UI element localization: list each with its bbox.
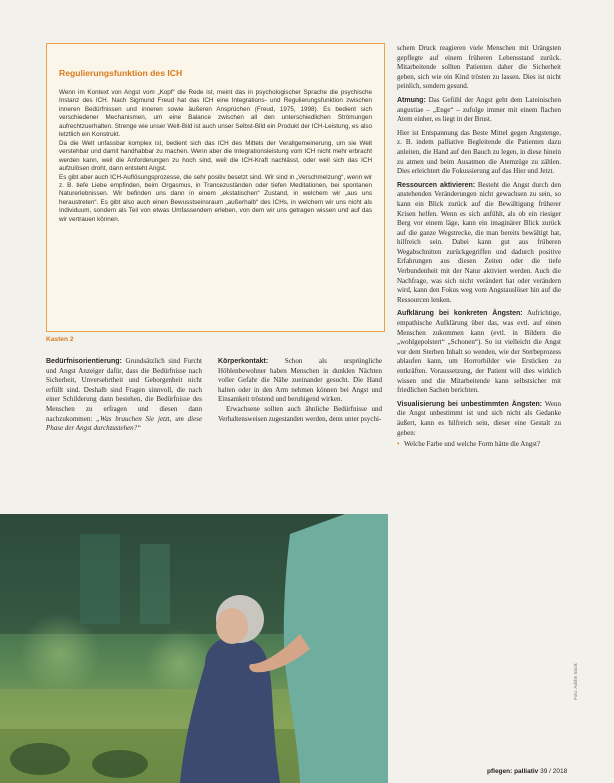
text-column-3: [397, 44, 561, 450]
bullet-item: • Welche Farbe und welche Form hätte die Angst?: [397, 440, 561, 450]
paragraph-text: Besteht die Angst durch den anstehenden Veränderungen nicht gewachsen zu sein, so kann ein Blick zurück auf die Bewältigung früherer Krisen helfen. Wenn es sich anfühlt, als ob ein riesiger Berg vor einem läge, kann ein imaginärer Blick zurück auf die ganze Wegstrecke, die man bereits bewältigt hat, hilfreich sein. Dabei kann gut aus früheren Wegabschnitten zurückgegriffen und dadurch positive Erfahrungen aus diesen Zeiten oder die tiefe Verbundenheit mit der Natur aktiviert werden. Auch die Nachfrage, was sich nicht verändert hat oder verändern wird, kann den Fokus weg vom Angstauslöser hin auf die Ressourcen lenken.: [397, 180, 561, 304]
section-heading: Atmung:: [397, 96, 426, 104]
paragraph: [397, 181, 561, 306]
paragraph: [397, 96, 561, 125]
info-box-label: Kasten 2: [46, 336, 74, 343]
page-footer: [487, 768, 567, 775]
info-box: [46, 43, 385, 332]
paragraph-text: Wenn die Angst unbestimmt ist und sich nicht als Gedanke äußert, kann es hilfreich sein, dieser eine Gestalt zu geben:: [397, 399, 561, 437]
paragraph-text: Das Gefühl der Angst geht dem Lateinischen angustiae – „Enge“ – zufolge immer mit einem flachen Atem einher, es liegt in der Brust.: [397, 95, 562, 124]
paragraph-text: Grundsätzlich sind Furcht und Angst Anzeiger dafür, dass die Bedürfnisse nach Sicherheit, Unversehrtheit und Geborgenheit nicht erfüllt sind. Deshalb sind Fragen sinnvoll, die nach einer Schilderung dann bestehen, die Bedürfnisse des Menschen zu erfragen und diesen dann nachzukommen:: [46, 357, 203, 423]
question-text: „Was brauchen Sie jetzt, um diese Phase der Angst durchzustehen?“: [46, 414, 203, 433]
paragraph: schem Druck reagieren viele Menschen mit Urängsten gepflegte auf einem früheren Lebensstand zurück. Mitarbeitende sollten Patienten daher die Sicherheit geben, sich wie ein Kind trösten zu lassen. Dies ist nicht peinlich, sondern gesund.: [397, 44, 561, 91]
bullet-list: [397, 440, 561, 450]
paragraph: Erwachsene sollten auch ähnliche Bedürfnisse und Verhaltensweisen zugestanden werden, denn unter psychi-: [218, 404, 382, 423]
paragraph: [218, 357, 382, 405]
magazine-name: pflegen: palliativ: [487, 768, 539, 775]
section-heading: Bedürfnisorientierung:: [46, 358, 122, 365]
paragraph-text: Schon als ursprüngliche Höhlenbewohner haben Menschen in dunklen Nächten voller Gefahr die Nähe zueinander gesucht. Die Hand halten oder in den Arm nehmen können bei Angst und Einsamkeit tröstend und beruhigend wirken.: [218, 357, 383, 404]
photo-illustration: [0, 514, 388, 783]
section-heading: Aufklärung bei konkreten Ängsten:: [397, 310, 523, 318]
paragraph: [397, 309, 561, 395]
info-box-paragraph: Da die Welt unfassbar komplex ist, bedient sich das ICH des Mittels der Verallgemeinerung, um sie Welt verstehbar und damit handhabbar zu machen. Wenn aber die Integrationsleistung vom ICH nicht mehr erbracht werden kann, weil die Anforderungen zu hoch sind, weil die ICH-Kraft nachlässt, oder weil sich das ICH aufzulösen droht, dann entsteht Angst.: [59, 139, 372, 173]
info-box-paragraph: Wenn im Kontext von Angst vom „Kopf“ die Rede ist, meint das in psychologischer Sprache die psychische Instanz des ICH. Nach Sigmund Freud hat das ICH eine Integrations- und Regulierungsfunktion zwischen inneren Bedürfnissen und inneren sowie äußeren Ansprüchen (Freud, 1975, 1998). Es bedient sich verschiedener Mechanismen, um eine Balance zwischen all den unterschiedlichen Strömungen aufrechtzuerhalten. Strenge wie unser Welt-Bild ist auch unser Selbst-Bild ein Produkt der ICH-Leistung, es also letztlich ein Konstrukt.: [59, 89, 372, 139]
paragraph: [46, 357, 202, 434]
section-heading: Körperkontakt:: [218, 358, 269, 365]
paragraph: [397, 400, 561, 438]
text-column-1: [46, 357, 202, 434]
photo-credit: Foto: Adobe Stock: [573, 663, 578, 700]
section-heading: Visualisierung bei unbestimmten Ängsten:: [397, 400, 543, 408]
section-heading: Ressourcen aktivieren:: [397, 181, 476, 189]
info-box-body: [59, 89, 372, 224]
issue-number: 39 / 2018: [540, 768, 568, 775]
paragraph-text: Aufrichtige, empathische Aufklärung über das, was evtl. auf einen Menschen zukommen kann (evtl. in Bildern die „wohlgepolstert“ „Schonen“). So ist vielleicht die Angst vor dem Sterben Inhalt so wenden, wie der Sterbeprozess ablaufen kann, um Horrorbilder wie Ersticken zu entkräften. Voraussetzung, der Patient will dies wirklich wissen und die Mitarbeitende kann selbstsicher mit friedlichen Sachen berichten.: [397, 309, 561, 395]
text-column-2: [218, 357, 382, 424]
info-box-title: Regulierungsfunktion des ICH: [59, 68, 183, 78]
info-box-paragraph: Es gibt aber auch ICH-Auflösungsprozesse, die sehr positiv besetzt sind. Wir sind in „Verschmelzung“, wenn wir z. B. tiefe Liebe empfinden, beim Orgasmus, in Trancezuständen oder tiefen Meditationen, bei spontanen Naturerlebnissen. Wir befinden uns dann in einem „ekstatischen“ Zustand, in welchem wir „aus uns heraustreten“. Es gibt also auch einen Bewusstseinsraum „außerhalb“ des ICHs, in welchem wir uns nicht als Individuum, sondern als Teil von etwas Umfassendem erleben, von dem wir uns getragen wissen und auf das wir vertrauen können.: [59, 173, 372, 223]
caregiver-photo: [0, 514, 388, 783]
paragraph: Hier ist Entspannung das Beste Mittel gegen Angstenge, z. B. indem palliative Begleitende die Patienten dazu anleiten, die Hand auf den Bauch zu legen, in diese hinein zu atmen und beim Ausatmen die Atemzüge zu zählen. Dies erleichtert die Fokussierung auf das Hier und Jetzt.: [397, 128, 561, 176]
